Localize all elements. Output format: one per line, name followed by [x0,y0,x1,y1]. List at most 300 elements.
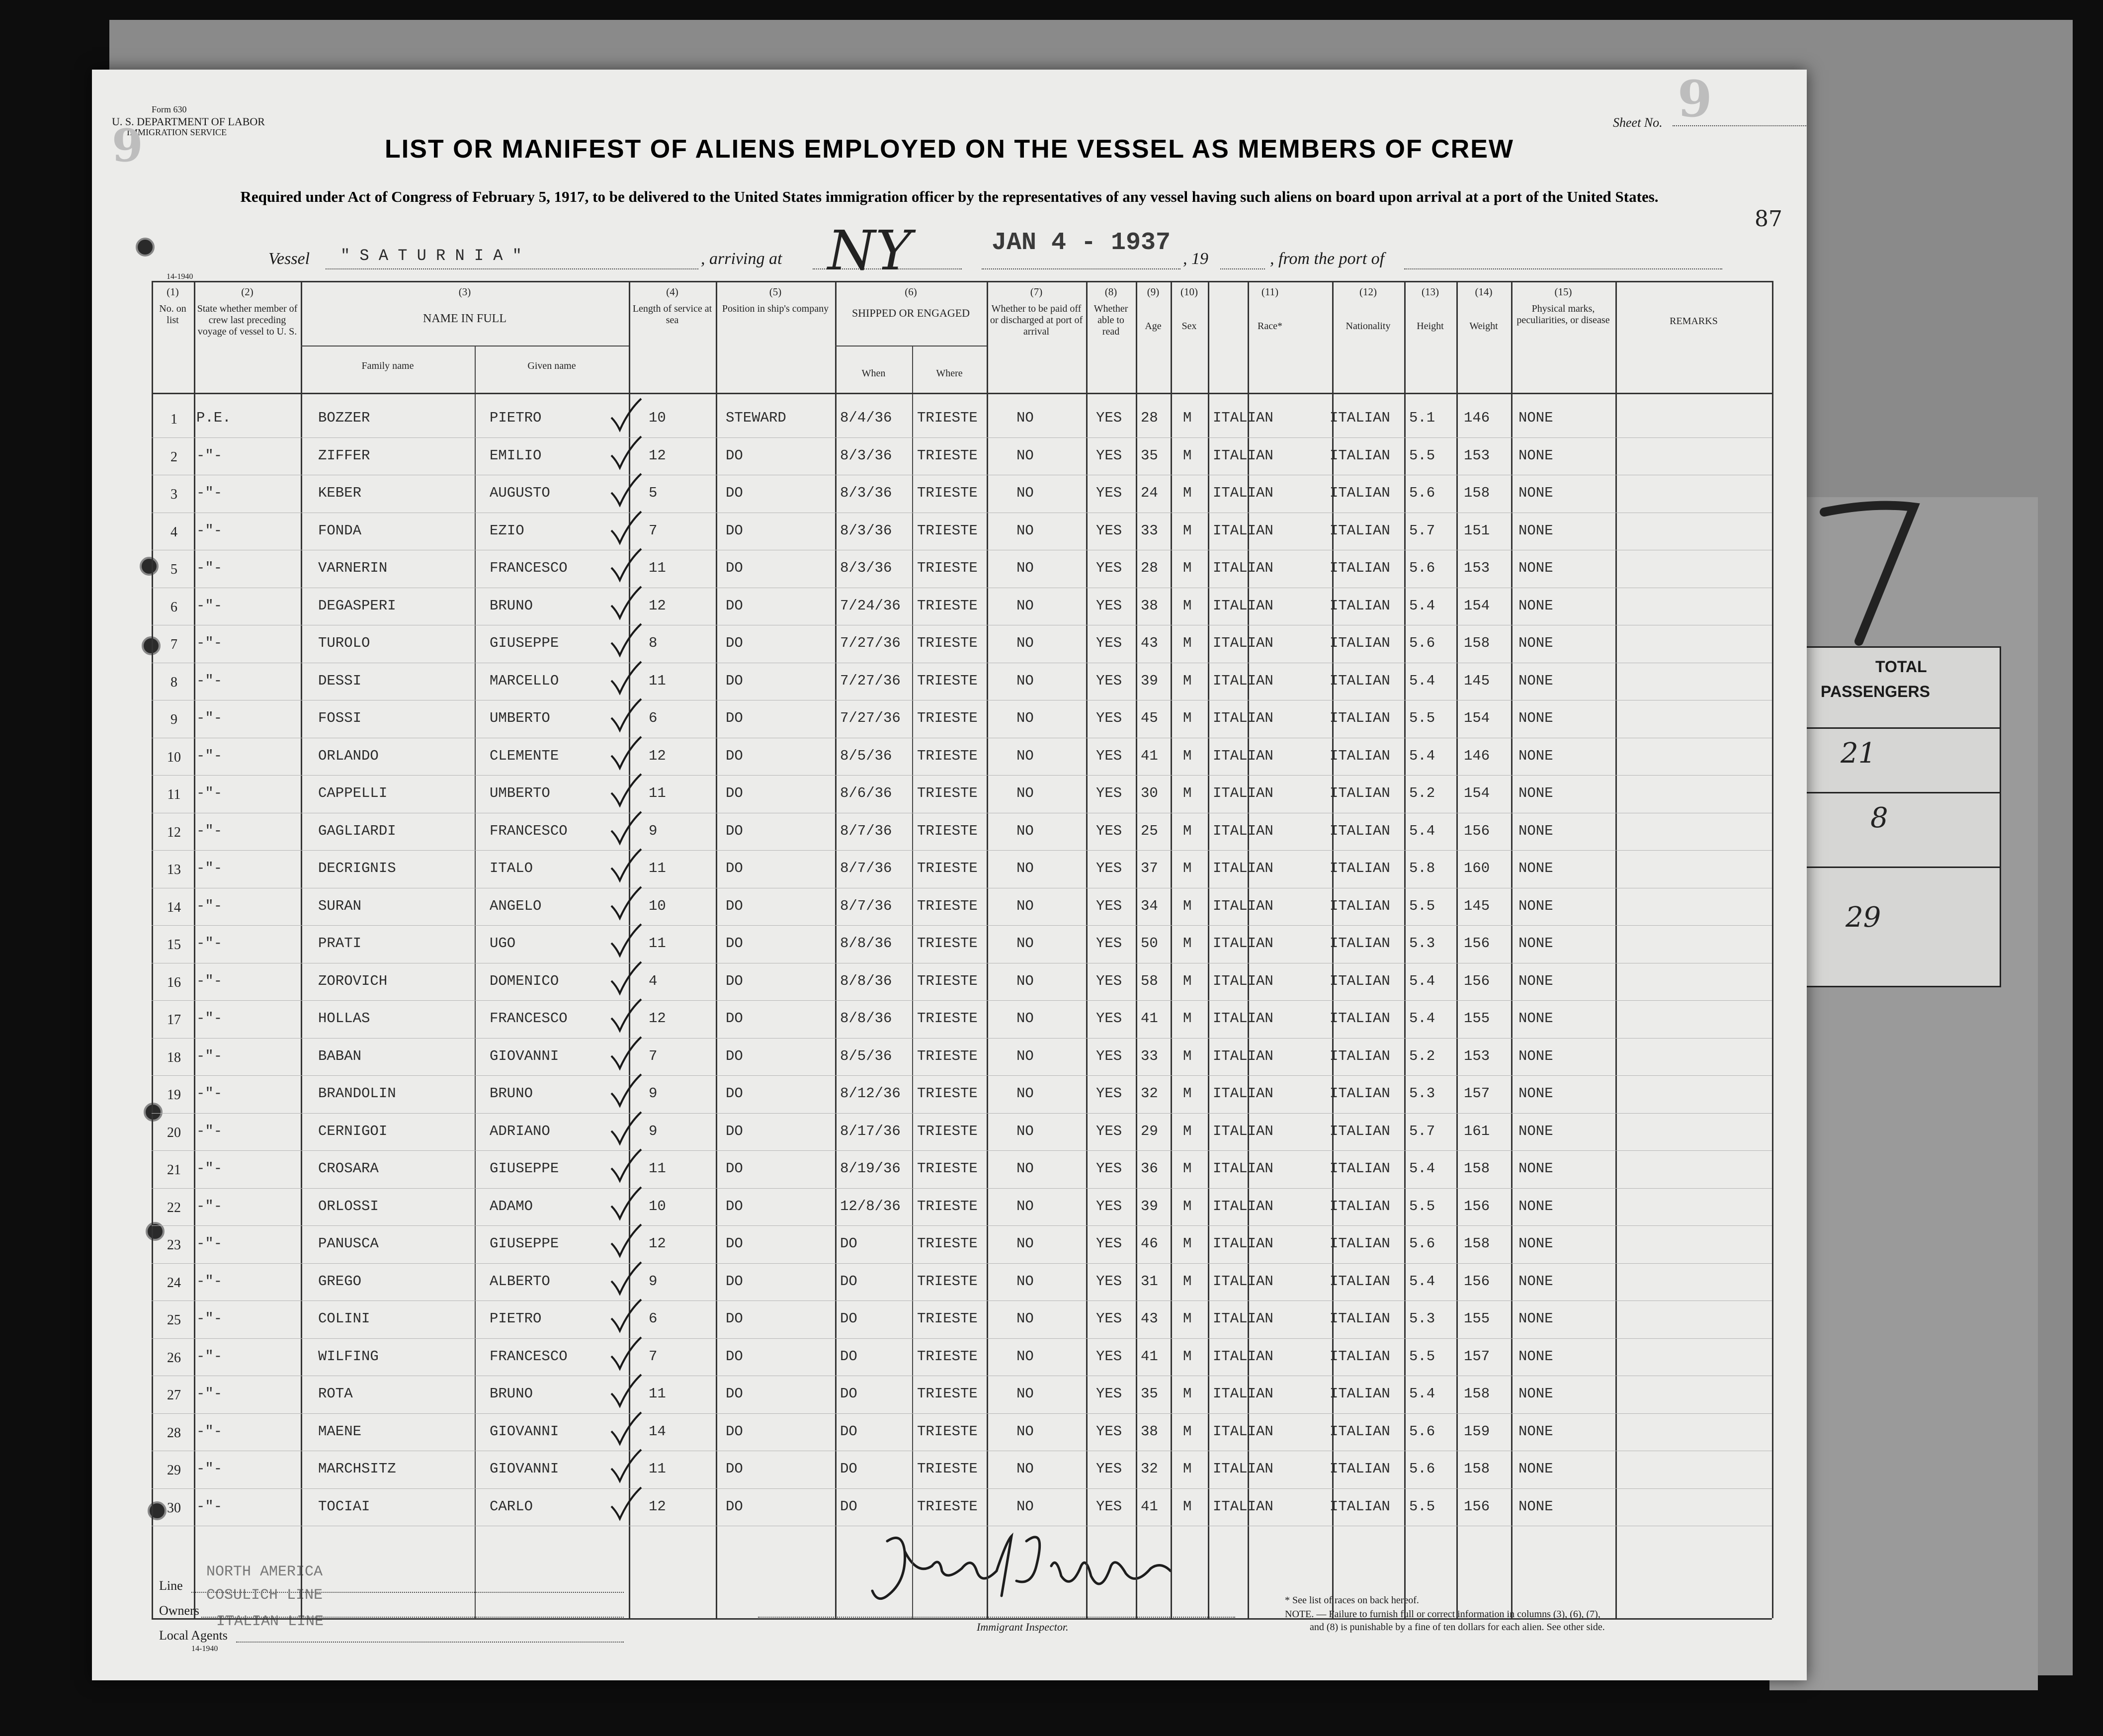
position-cell: DO [726,1160,743,1177]
able-to-read-cell: YES [1096,897,1122,914]
row-number-cell: 21 [167,1162,181,1178]
sex-cell: M [1183,747,1192,764]
engaged-when-cell: 8/3/36 [840,522,892,539]
sex-cell: M [1183,410,1192,426]
table-row [92,1116,1807,1154]
engaged-when-cell: 7/27/36 [840,635,901,651]
subheader-family-name: Family name [361,360,414,371]
race-cell: ITALIAN [1213,560,1273,576]
given-name-cell: EZIO [490,522,524,539]
given-name-cell: CARLO [490,1498,533,1515]
vessel-line [326,268,698,269]
given-name-cell: FRANCESCO [490,822,568,839]
family-name-cell: PRATI [318,935,362,952]
sex-cell: M [1183,1461,1192,1477]
column-header-c4: Length of service at sea [632,303,712,326]
race-cell: ITALIAN [1213,747,1273,764]
previous-voyage-cell: -"- [196,485,223,501]
table-row [92,1303,1807,1341]
service-length-cell: 11 [649,672,666,689]
form-number: Form 630 [152,104,187,114]
physical-marks-cell: NONE [1518,1010,1553,1027]
race-cell: ITALIAN [1213,1123,1273,1139]
physical-marks-cell: NONE [1518,1310,1553,1327]
physical-marks-cell: NONE [1518,522,1553,539]
row-number-cell: 15 [167,937,181,953]
weight-cell: 153 [1464,1047,1490,1064]
paid-off-cell: NO [1016,1386,1034,1402]
weight-cell: 154 [1464,710,1490,726]
given-name-cell: ADAMO [490,1198,533,1215]
physical-marks-cell: NONE [1518,1423,1553,1440]
row-number-cell: 28 [167,1425,181,1441]
paid-off-cell: NO [1016,1085,1034,1102]
sex-cell: M [1183,897,1192,914]
engaged-when-cell: DO [840,1461,857,1477]
given-name-cell: EMILIO [490,447,542,464]
engaged-when-cell: 8/8/36 [840,972,892,989]
age-cell: 33 [1141,1047,1158,1064]
checkmark-icon [609,998,644,1033]
table-row [92,1341,1807,1379]
column-number-c3: (3) [458,286,471,298]
position-cell: DO [726,1010,743,1027]
able-to-read-cell: YES [1096,1010,1122,1027]
age-cell: 58 [1141,972,1158,989]
row-number-cell: 10 [167,749,181,765]
nationality-cell: ITALIAN [1330,710,1390,726]
paid-off-cell: NO [1016,710,1034,726]
checkmark-icon [609,623,644,658]
able-to-read-cell: YES [1096,1423,1122,1440]
previous-voyage-cell: -"- [196,1423,223,1440]
age-cell: 35 [1141,447,1158,464]
row-number-cell: 22 [167,1200,181,1215]
position-cell: DO [726,785,743,801]
checkmark-icon [609,961,644,996]
race-cell: ITALIAN [1213,1423,1273,1440]
able-to-read-cell: YES [1096,597,1122,614]
sex-cell: M [1183,1085,1192,1102]
physical-marks-cell: NONE [1518,485,1553,501]
physical-marks-cell: NONE [1518,747,1553,764]
race-cell: ITALIAN [1213,710,1273,726]
age-cell: 31 [1141,1273,1158,1290]
weight-cell: 157 [1464,1348,1490,1365]
family-name-cell: ZIFFER [318,447,370,464]
table-row [92,1454,1807,1491]
weight-cell: 156 [1464,822,1490,839]
column-number-c5: (5) [769,286,782,298]
position-cell: DO [726,1235,743,1252]
paid-off-cell: NO [1016,822,1034,839]
race-cell: ITALIAN [1213,485,1273,501]
sex-cell: M [1183,1047,1192,1064]
able-to-read-cell: YES [1096,822,1122,839]
row-number-cell: 6 [170,599,177,615]
age-cell: 46 [1141,1235,1158,1252]
engaged-where-cell: TRIESTE [917,1498,978,1515]
row-number-cell: 16 [167,974,181,990]
height-cell: 5.3 [1409,935,1435,952]
engaged-where-cell: TRIESTE [917,1198,978,1215]
service-length-cell: 11 [649,1160,666,1177]
family-name-cell: FONDA [318,522,362,539]
physical-marks-cell: NONE [1518,1273,1553,1290]
engaged-when-cell: 7/27/36 [840,710,901,726]
family-name-cell: DEGASPERI [318,597,396,614]
table-row [92,666,1807,703]
side-tab-value-2: 8 [1870,802,1888,834]
position-cell: DO [726,897,743,914]
given-name-cell: PIETRO [490,1310,542,1327]
service-length-cell: 7 [649,1047,658,1064]
race-cell: ITALIAN [1213,935,1273,952]
table-row [92,1416,1807,1454]
engaged-when-cell: DO [840,1386,857,1402]
paid-off-cell: NO [1016,1047,1034,1064]
physical-marks-cell: NONE [1518,822,1553,839]
engaged-where-cell: TRIESTE [917,785,978,801]
column-header-c2: State whether member of crew last preceding voyage of vessel to U. S. [197,303,298,337]
given-name-cell: ANGELO [490,897,542,914]
checkmark-icon [609,698,644,733]
paid-off-cell: NO [1016,522,1034,539]
weight-cell: 156 [1464,935,1490,952]
engaged-where-cell: TRIESTE [917,1273,978,1290]
position-cell: DO [726,1310,743,1327]
given-name-cell: GIUSEPPE [490,635,559,651]
engaged-where-cell: TRIESTE [917,1386,978,1402]
nationality-cell: ITALIAN [1330,1198,1390,1215]
engaged-when-cell: 8/8/36 [840,935,892,952]
engaged-when-cell: 7/24/36 [840,597,901,614]
service-length-cell: 9 [649,1273,658,1290]
race-cell: ITALIAN [1213,860,1273,876]
able-to-read-cell: YES [1096,1198,1122,1215]
position-cell: DO [726,672,743,689]
previous-voyage-cell: -"- [196,1123,223,1139]
height-cell: 5.4 [1409,747,1435,764]
paid-off-cell: NO [1016,485,1034,501]
height-cell: 5.2 [1409,1047,1435,1064]
weight-cell: 155 [1464,1310,1490,1327]
weight-cell: 161 [1464,1123,1490,1139]
signature-line [758,1617,1235,1618]
nationality-cell: ITALIAN [1330,597,1390,614]
age-cell: 33 [1141,522,1158,539]
engaged-where-cell: TRIESTE [917,635,978,651]
row-number-cell: 3 [170,487,177,502]
column-number-c14: (14) [1475,286,1493,298]
paid-off-cell: NO [1016,672,1034,689]
family-name-cell: KEBER [318,485,362,501]
able-to-read-cell: YES [1096,1085,1122,1102]
physical-marks-cell: NONE [1518,1198,1553,1215]
sex-cell: M [1183,447,1192,464]
paid-off-cell: NO [1016,1160,1034,1177]
nationality-cell: ITALIAN [1330,485,1390,501]
nationality-cell: ITALIAN [1330,522,1390,539]
physical-marks-cell: NONE [1518,935,1553,952]
engaged-where-cell: TRIESTE [917,447,978,464]
service-length-cell: 6 [649,710,658,726]
engaged-where-cell: TRIESTE [917,560,978,576]
owners-value: COSULICH LINE [206,1587,323,1604]
table-row [92,1228,1807,1266]
family-name-cell: DESSI [318,672,362,689]
physical-marks-cell: NONE [1518,1235,1553,1252]
race-cell: ITALIAN [1213,1235,1273,1252]
penalty-note-2: and (8) is punishable by a fine of ten dollars for each alien. See other side. [1310,1622,1605,1633]
engaged-where-cell: TRIESTE [917,1123,978,1139]
given-name-cell: DOMENICO [490,972,559,989]
previous-voyage-cell: -"- [196,1310,223,1327]
row-number-cell: 19 [167,1087,181,1103]
height-cell: 5.5 [1409,1348,1435,1365]
checkmark-icon [609,1261,644,1296]
previous-voyage-cell: -"- [196,447,223,464]
weight-cell: 156 [1464,1498,1490,1515]
sex-cell: M [1183,1310,1192,1327]
race-cell: ITALIAN [1213,972,1273,989]
agents-underline [236,1642,624,1643]
row-number-cell: 26 [167,1350,181,1366]
able-to-read-cell: YES [1096,1273,1122,1290]
shipped-subheader-rule [835,346,987,347]
nationality-cell: ITALIAN [1330,1423,1390,1440]
service-length-cell: 4 [649,972,658,989]
engaged-where-cell: TRIESTE [917,410,978,426]
row-number-cell: 30 [167,1500,181,1516]
paid-off-cell: NO [1016,972,1034,989]
nationality-cell: ITALIAN [1330,822,1390,839]
physical-marks-cell: NONE [1518,1498,1553,1515]
checkmark-icon [609,1449,644,1483]
physical-marks-cell: NONE [1518,710,1553,726]
weight-cell: 158 [1464,1386,1490,1402]
checkmark-icon [609,923,644,958]
age-cell: 35 [1141,1386,1158,1402]
sex-cell: M [1183,860,1192,876]
paid-off-cell: NO [1016,785,1034,801]
line-label: Line [159,1578,183,1593]
height-cell: 5.4 [1409,672,1435,689]
position-cell: DO [726,1423,743,1440]
age-cell: 39 [1141,1198,1158,1215]
row-number-cell: 4 [170,524,177,540]
checkmark-icon [609,1073,644,1108]
weight-cell: 157 [1464,1085,1490,1102]
column-header-c13: Height [1417,321,1444,332]
family-name-cell: CERNIGOI [318,1123,388,1139]
nationality-cell: ITALIAN [1330,1047,1390,1064]
nationality-cell: ITALIAN [1330,1461,1390,1477]
engaged-when-cell: 12/8/36 [840,1198,901,1215]
physical-marks-cell: NONE [1518,672,1553,689]
previous-voyage-cell: -"- [196,822,223,839]
age-cell: 29 [1141,1123,1158,1139]
height-cell: 5.4 [1409,1273,1435,1290]
form-code-top: 14-1940 [167,272,193,281]
given-name-cell: UGO [490,935,516,952]
sex-cell: M [1183,560,1192,576]
paid-off-cell: NO [1016,635,1034,651]
weight-cell: 153 [1464,560,1490,576]
sex-cell: M [1183,1235,1192,1252]
nationality-cell: ITALIAN [1330,1235,1390,1252]
height-cell: 5.5 [1409,447,1435,464]
sex-cell: M [1183,597,1192,614]
table-row [92,478,1807,516]
year-line [1220,268,1265,269]
service-name: IMMIGRATION SERVICE [127,127,227,137]
given-name-cell: UMBERTO [490,785,550,801]
weight-cell: 146 [1464,747,1490,764]
service-length-cell: 11 [649,1386,666,1402]
age-cell: 25 [1141,822,1158,839]
column-header-c11: Race* [1258,321,1282,332]
row-number-cell: 7 [170,637,177,652]
physical-marks-cell: NONE [1518,1348,1553,1365]
position-cell: DO [726,597,743,614]
engaged-where-cell: TRIESTE [917,1085,978,1102]
weight-cell: 151 [1464,522,1490,539]
paid-off-cell: NO [1016,410,1034,426]
column-number-c2: (2) [241,286,253,298]
checkmark-icon [609,1411,644,1446]
service-length-cell: 11 [649,785,666,801]
height-cell: 5.4 [1409,597,1435,614]
height-cell: 5.7 [1409,1123,1435,1139]
form-code-bottom: 14-1940 [191,1645,218,1653]
race-cell: ITALIAN [1213,1348,1273,1365]
position-cell: DO [726,1348,743,1365]
checkmark-icon [609,473,644,508]
checkmark-icon [609,736,644,771]
family-name-cell: CROSARA [318,1160,379,1177]
able-to-read-cell: YES [1096,1461,1122,1477]
checkmark-icon [609,435,644,470]
position-cell: DO [726,747,743,764]
height-cell: 5.6 [1409,485,1435,501]
race-cell: ITALIAN [1213,897,1273,914]
physical-marks-cell: NONE [1518,897,1553,914]
side-tab-label-passengers: PASSENGERS [1821,683,1930,700]
checkmark-icon [609,848,644,883]
service-length-cell: 12 [649,1498,666,1515]
checkmark-icon [609,1223,644,1258]
service-length-cell: 5 [649,485,658,501]
weight-cell: 155 [1464,1010,1490,1027]
nationality-cell: ITALIAN [1330,935,1390,952]
engaged-when-cell: DO [840,1348,857,1365]
family-name-cell: TOCIAI [318,1498,370,1515]
race-cell: ITALIAN [1213,447,1273,464]
table-row [92,516,1807,553]
nationality-cell: ITALIAN [1330,785,1390,801]
previous-voyage-cell: -"- [196,1461,223,1477]
table-row [92,1491,1807,1529]
position-cell: DO [726,972,743,989]
table-row [92,553,1807,591]
height-cell: 5.1 [1409,410,1435,426]
race-cell: ITALIAN [1213,672,1273,689]
family-name-cell: ORLOSSI [318,1198,379,1215]
position-cell: DO [726,522,743,539]
sex-cell: M [1183,635,1192,651]
age-cell: 32 [1141,1461,1158,1477]
nationality-cell: ITALIAN [1330,1498,1390,1515]
column-number-c11: (11) [1261,286,1279,298]
service-length-cell: 11 [649,860,666,876]
column-number-c15: (15) [1554,286,1572,298]
weight-cell: 145 [1464,672,1490,689]
sheet-stamp-right: 9 [1678,70,1712,128]
previous-voyage-cell: -"- [196,860,223,876]
header-bottom-rule [152,393,1772,394]
from-label: , from the port of [1270,250,1385,268]
position-cell: DO [726,1047,743,1064]
table-row [92,628,1807,666]
agents-label: Local Agents [159,1628,228,1643]
table-row [92,1041,1807,1079]
nationality-cell: ITALIAN [1330,747,1390,764]
nationality-cell: ITALIAN [1330,635,1390,651]
family-name-cell: ORLANDO [318,747,379,764]
service-length-cell: 11 [649,935,666,952]
sex-cell: M [1183,710,1192,726]
able-to-read-cell: YES [1096,785,1122,801]
height-cell: 5.4 [1409,1386,1435,1402]
able-to-read-cell: YES [1096,1348,1122,1365]
service-length-cell: 8 [649,635,658,651]
able-to-read-cell: YES [1096,1160,1122,1177]
able-to-read-cell: YES [1096,710,1122,726]
engaged-when-cell: DO [840,1273,857,1290]
engaged-where-cell: TRIESTE [917,597,978,614]
given-name-cell: UMBERTO [490,710,550,726]
table-row [92,1266,1807,1304]
family-name-cell: PANUSCA [318,1235,379,1252]
column-header-c1: No. on list [159,303,186,326]
row-number-cell: 9 [170,712,177,727]
race-cell: ITALIAN [1213,1498,1273,1515]
checkmark-icon [609,1036,644,1071]
engaged-where-cell: TRIESTE [917,1010,978,1027]
previous-voyage-cell: -"- [196,897,223,914]
family-name-cell: COLINI [318,1310,370,1327]
given-name-cell: BRUNO [490,1085,533,1102]
engaged-when-cell: 8/3/36 [840,485,892,501]
table-row [92,1153,1807,1191]
service-length-cell: 11 [649,560,666,576]
given-name-cell: GIUSEPPE [490,1160,559,1177]
race-cell: ITALIAN [1213,1386,1273,1402]
able-to-read-cell: YES [1096,1047,1122,1064]
able-to-read-cell: YES [1096,1123,1122,1139]
engaged-where-cell: TRIESTE [917,1160,978,1177]
engaged-when-cell: 8/5/36 [840,1047,892,1064]
height-cell: 5.6 [1409,1235,1435,1252]
position-cell: DO [726,1386,743,1402]
race-cell: ITALIAN [1213,635,1273,651]
age-cell: 28 [1141,560,1158,576]
previous-voyage-cell: -"- [196,1386,223,1402]
column-number-c6: (6) [905,286,917,298]
paid-off-cell: NO [1016,1273,1034,1290]
weight-cell: 159 [1464,1423,1490,1440]
